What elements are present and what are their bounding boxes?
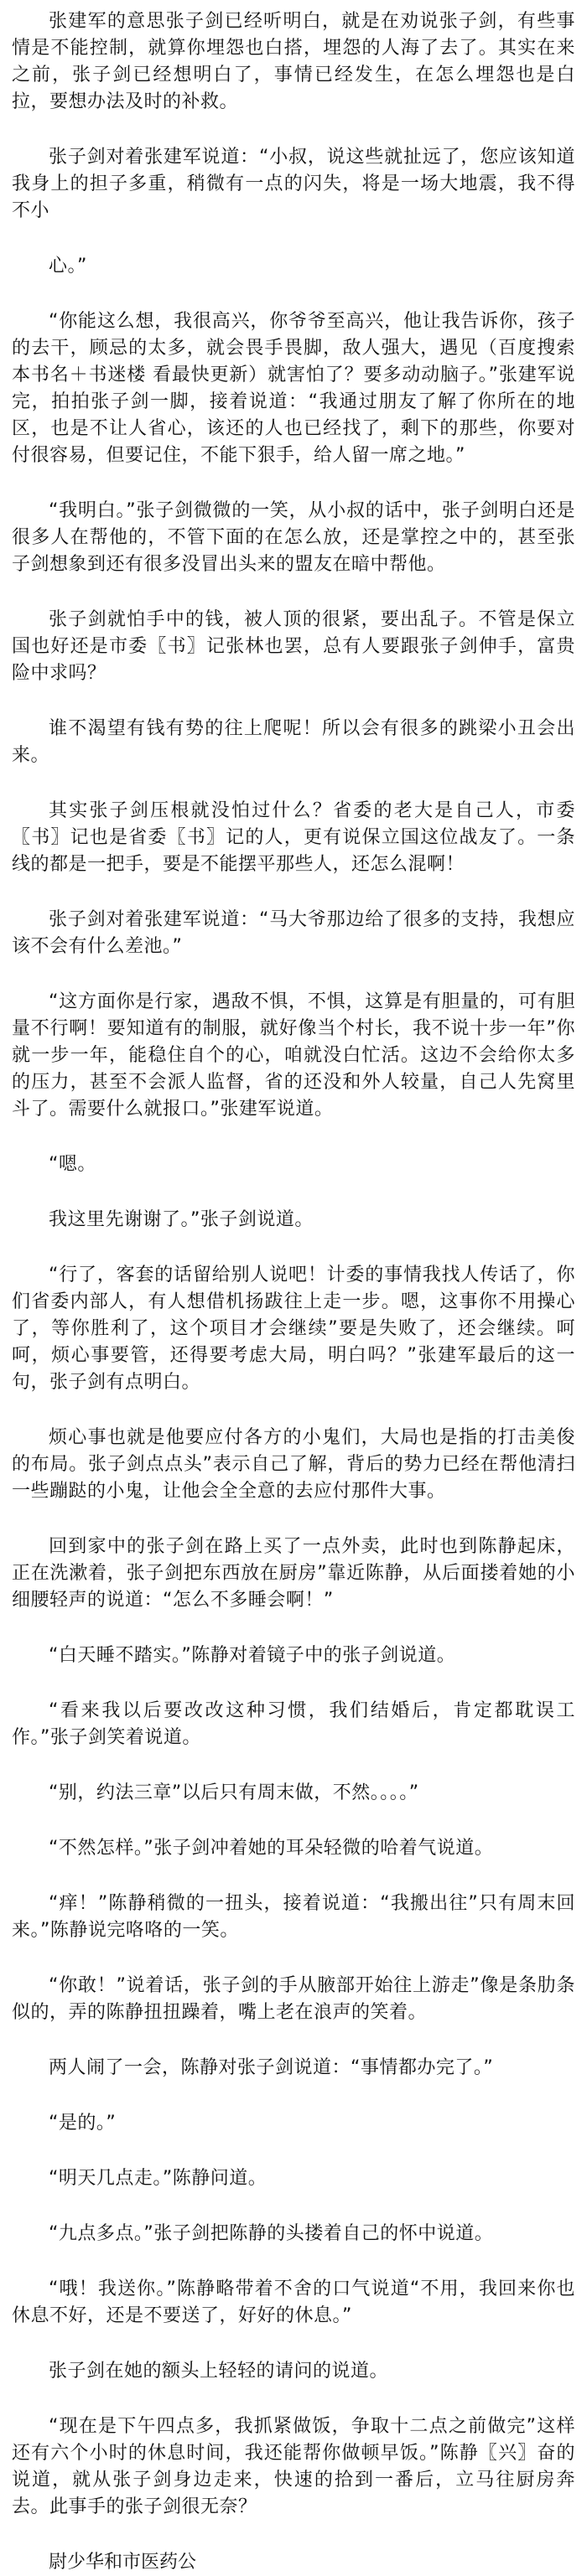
paragraph: 张子剑对着张建军说道：“小叔，说这些就扯远了，您应该知道我身上的担子多重，稍微有一点的闪失，将是一场大地震，我不得不小 xyxy=(12,147,575,221)
paragraph: 谁不渴望有钱有势的往上爬呢！所以会有很多的跳梁小丑会出来。 xyxy=(12,718,575,766)
paragraph: “看来我以后要改改这种习惯，我们结婚后，肯定都耽误工作。”张子剑笑着说道。 xyxy=(12,1700,575,1748)
paragraph: “别，约法三章”以后只有周末做，不然。。。。” xyxy=(49,1782,419,1803)
paragraph: 心。” xyxy=(49,256,87,277)
paragraph: “明天几点走。”陈静问道。 xyxy=(49,2168,268,2189)
paragraph: 烦心事也就是他要应付各方的小鬼们，大局也是指的打击美俊的布局。张子剑点点头”表示自己了解，背后的势力已经在帮他清扫一些蹦跶的小鬼，让他会全全意的去应付那件大事。 xyxy=(12,1427,575,1502)
paragraph: “白天睡不踏实。”陈静对着镜子中的张子剑说道。 xyxy=(49,1645,456,1666)
paragraph: 张子剑在她的额头上轻轻的请问的说道。 xyxy=(49,2361,389,2382)
paragraph: “这方面你是行家，遇敌不惧，不惧，这算是有胆量的，可有胆量不行啊！要知道有的制服，就好像当个村长，我不说十步一年”你就一步一年，能稳住自个的心，咱就没白忙活。这边不会给你太多的压力，甚至不会派人监督，省的还没和外人较量，自己人先窝里斗了。需要什么就报口。”张建军说道。 xyxy=(12,991,575,1120)
paragraph: “哦！我送你。”陈静略带着不舍的口气说道“不用，我回来你也休息不好，还是不要送了，好好的休息。” xyxy=(12,2279,575,2326)
paragraph: “嗯。 xyxy=(49,1154,96,1175)
paragraph: 其实张子剑压根就没怕过什么？省委的老大是自己人，市委〖书〗记也是省委〖书〗记的人，更有说保立国这位战友了。一条线的都是一把手，要是不能摆平那些人，还怎么混啊！ xyxy=(12,800,575,875)
paragraph: “九点多点。”张子剑把陈静的头搂着自己的怀中说道。 xyxy=(49,2223,494,2244)
paragraph: 两人闹了一会，陈静对张子剑说道：“事情都办完了。” xyxy=(49,2057,494,2078)
paragraph: 张子剑就怕手中的钱，被人顶的很紧，要出乱子。不管是保立国也好还是市委〖书〗记张林也罢，总有人要跟张子剑伸手，富贵险中求吗？ xyxy=(12,609,575,684)
paragraph: “你能这么想，我很高兴，你爷爷至高兴，他让我告诉你，孩子的去干，顾忌的太多，就会畏手畏脚，敌人强大，遇见（百度搜索本书名＋书迷楼 看最快更新）就害怕了？要多动动脑子。”张建军说完，拍拍张子剑一脚，接着说道：“我通过朋友了解了你所在的地区，也是不让人省心，该还的人也已经找了，剩下的那些，你要对付很容易，但要记住，不能下狠手，给人留一席之地。” xyxy=(12,311,575,466)
paragraph: “现在是下午四点多，我抓紧做饭，争取十二点之前做完”这样还有六个小时的休息时间，我还能帮你做顿早饭。”陈静〖兴〗奋的说道，就从张子剑身边走来，快速的拾到一番后，立马往厨房奔去。此事手的张子剑很无奈？ xyxy=(12,2416,575,2517)
paragraph: 回到家中的张子剑在路上买了一点外卖，此时也到陈静起床，正在洗漱着，张子剑把东西放在厨房”靠近陈静，从后面搂着她的小细腰轻声的说道：“怎么不多睡会啊！” xyxy=(12,1536,575,1611)
paragraph: 我这里先谢谢了。”张子剑说道。 xyxy=(49,1209,314,1230)
paragraph: “我明白。”张子剑微微的一笑，从小叔的话中，张子剑明白还是很多人在帮他的，不管下面的在怎么放，还是掌控之中的，甚至张子剑想象到还有很多没冒出头来的盟友在暗中帮他。 xyxy=(12,500,575,575)
paragraph: “行了，客套的话留给别人说吧！计委的事情我找人传话了，你们省委内部人，有人想借机扬跋往上走一步。嗯，这事你不用操心了，等你胜利了，这个项目才会继续”要是失败了，还会继续。呵呵，烦心事要管，还得要考虑大局，明白吗？”张建军最后的这一句，张子剑有点明白。 xyxy=(12,1265,575,1393)
signature-line: 尉少华和市医药公 xyxy=(49,2552,197,2573)
paragraph: “不然怎样。”张子剑冲着她的耳朵轻微的哈着气说道。 xyxy=(49,1838,494,1859)
paragraph: “痒！”陈静稍微的一扭头，接着说道：“我搬出往”只有周末回来。”陈静说完咯咯的一笑。 xyxy=(12,1893,575,1941)
paragraph: “你敢！”说着话，张子剑的手从腋部开始往上游走”像是条肋条似的，弄的陈静扭扭躁着，嘴上老在浪声的笑着。 xyxy=(12,1975,575,2023)
paragraph: “是的。” xyxy=(49,2113,117,2134)
paragraph: 张建军的意思张子剑已经听明白，就是在劝说张子剑，有些事情是不能控制，就算你埋怨也白搭，埋怨的人海了去了。其实在来之前，张子剑已经想明白了，事情已经发生，在怎么埋怨也是白拉，要想办法及时的补救。 xyxy=(12,11,575,112)
paragraph: 张子剑对着张建军说道：“马大爷那边给了很多的支持，我想应该不会有什么差池。” xyxy=(12,909,575,957)
